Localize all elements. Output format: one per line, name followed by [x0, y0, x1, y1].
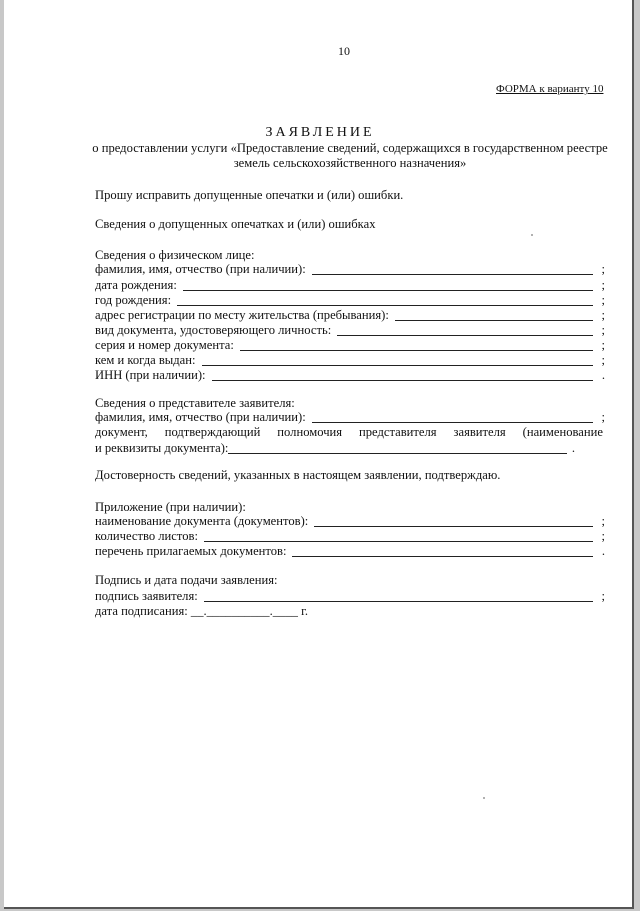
fill-line[interactable] — [204, 591, 593, 602]
person-issued-by-field[interactable]: кем и когда выдан: ; — [95, 353, 605, 367]
field-label: адрес регистрации по месту жительства (пребывания): — [95, 308, 389, 322]
representative-heading: Сведения о представителе заявителя: — [95, 396, 295, 410]
field-label: кем и когда выдан: — [95, 353, 196, 367]
fill-line[interactable] — [202, 355, 593, 366]
date-template[interactable]: __.__________.____ г. — [190, 604, 308, 618]
field-label: подпись заявителя: — [95, 589, 198, 603]
fill-line[interactable] — [314, 516, 593, 527]
person-address-field[interactable]: адрес регистрации по месту жительства (пребывания): ; — [95, 308, 605, 322]
signature-date-field[interactable] — [95, 604, 308, 619]
field-label: вид документа, удостоверяющего личность: — [95, 323, 332, 337]
attachments-heading: Приложение (при наличии): — [95, 500, 246, 514]
fill-line[interactable] — [395, 310, 593, 321]
attachment-sheets-field[interactable]: количество листов: ; — [95, 529, 605, 543]
fill-line[interactable] — [292, 546, 593, 557]
representative-full-name-field[interactable]: фамилия, имя, отчество (при наличии): ; — [95, 410, 605, 424]
scan-speck — [483, 797, 485, 799]
field-label: перечень прилагаемых документов: — [95, 544, 287, 558]
confirm-text: Достоверность сведений, указанных в настоящем заявлении, подтверждаю. — [95, 468, 501, 482]
person-birth-date-field[interactable]: дата рождения: ; — [95, 278, 605, 292]
person-doc-series-field[interactable]: серия и номер документа: ; — [95, 338, 605, 352]
field-label: количество листов: — [95, 529, 198, 543]
field-label: дата рождения: — [95, 278, 177, 292]
person-birth-year-field[interactable]: год рождения: ; — [95, 293, 605, 307]
person-full-name-field[interactable]: фамилия, имя, отчество (при наличии): ; — [95, 262, 605, 276]
signature-heading: Подпись и дата подачи заявления: — [95, 573, 278, 587]
field-label: серия и номер документа: — [95, 338, 234, 352]
field-label: фамилия, имя, отчество (при наличии): — [95, 262, 306, 276]
attachment-doc-name-field[interactable]: наименование документа (документов): ; — [95, 514, 605, 528]
fill-line[interactable] — [204, 531, 593, 542]
representative-doc-field[interactable]: и реквизиты документа): . — [95, 441, 575, 455]
field-label: год рождения: — [95, 293, 172, 307]
scan-speck — [531, 234, 533, 236]
representative-doc-label: документ, подтверждающий полномочия представителя заявителя (наименование — [95, 425, 603, 439]
attachment-list-field[interactable]: перечень прилагаемых документов: . — [95, 544, 605, 558]
fill-line[interactable] — [177, 295, 593, 306]
page-number: 10 — [338, 44, 350, 58]
field-label: фамилия, имя, отчество (при наличии): — [95, 410, 306, 424]
fill-line[interactable] — [212, 370, 593, 381]
field-label: дата подписания: — [95, 604, 188, 618]
fill-line[interactable] — [228, 443, 567, 454]
form-label: ФОРМА к варианту 10 — [496, 83, 604, 95]
request-text: Прошу исправить допущенные опечатки и (или) ошибки. — [95, 188, 404, 202]
person-id-document-field[interactable]: вид документа, удостоверяющего личность: ; — [95, 323, 605, 337]
field-label: ИНН (при наличии): — [95, 368, 206, 382]
person-inn-field[interactable]: ИНН (при наличии): . — [95, 368, 605, 382]
field-label: и реквизиты документа): — [95, 441, 229, 455]
errors-heading: Сведения о допущенных опечатках и (или) ошибках — [95, 217, 376, 231]
person-heading: Сведения о физическом лице: — [95, 248, 255, 262]
fill-line[interactable] — [312, 412, 593, 423]
document-subtitle: о предоставлении услуги «Предоставление сведений, содержащихся в государственном реестре земель сельскохозяйственного назначения» — [92, 141, 608, 170]
fill-line[interactable] — [183, 280, 593, 291]
fill-line[interactable] — [240, 340, 593, 351]
fill-line[interactable] — [337, 325, 593, 336]
field-label: наименование документа (документов): — [95, 514, 309, 528]
fill-line[interactable] — [312, 264, 593, 275]
document-title: ЗАЯВЛЕНИЕ — [265, 125, 375, 140]
signature-field[interactable]: подпись заявителя: ; — [95, 589, 605, 603]
